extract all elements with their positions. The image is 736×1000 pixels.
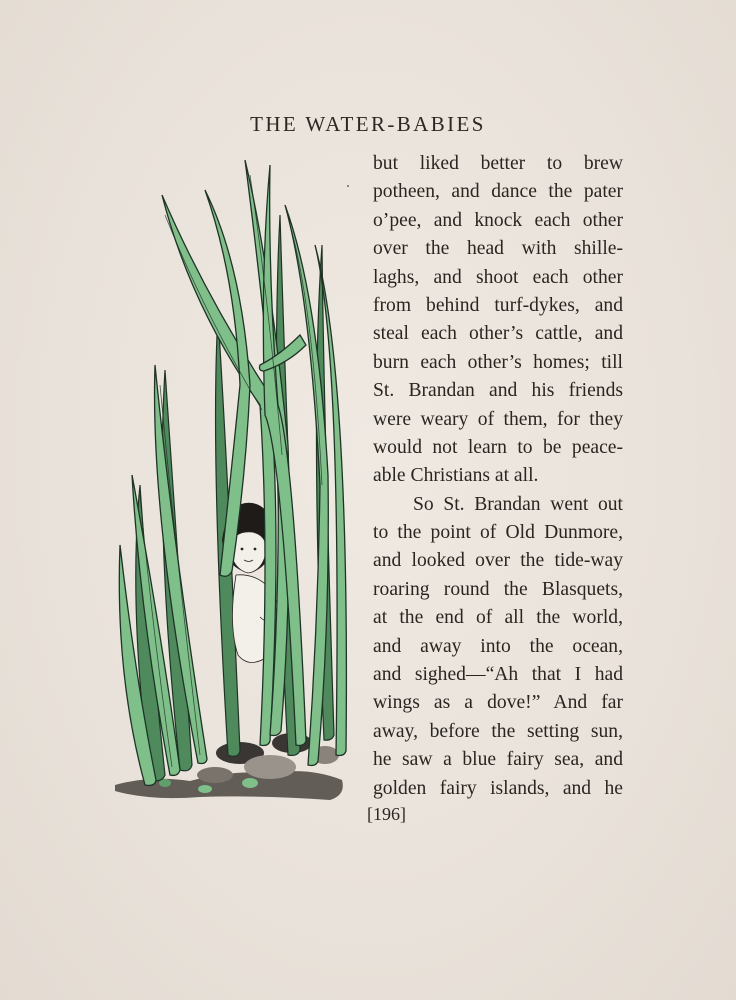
text-line: to the point of Old Dunmore, [373,522,623,544]
running-head: THE WATER-BABIES [250,112,486,136]
text-line: from behind turf-dykes, and [373,294,623,316]
text-line: potheen, and dance the pater [373,181,623,203]
text-line: at the end of all the world, [373,607,623,629]
reed-illustration [110,155,350,805]
text-line: So St. Brandan went out [413,493,623,515]
text-line: burn each other’s homes; till [373,351,623,373]
text-line: o’pee, and knock each other [373,209,623,231]
rock [244,755,296,779]
stray-ink-mark [347,185,349,187]
text-line: he saw a blue fairy sea, and [373,749,623,771]
text-line: steal each other’s cattle, and [373,323,623,345]
rock [197,767,233,783]
text-line: laghs, and shoot each other [373,266,623,288]
body-text [373,150,623,803]
page-number: [196] [367,804,406,824]
text-line: and looked over the tide-way [373,550,623,572]
text-line: and sighed—“Ah that I had [373,664,623,686]
text-line: wings as a dove!” And far [373,692,623,714]
text-line: and away into the ocean, [373,635,623,657]
text-line: over the head with shille- [373,238,623,260]
text-line: golden fairy islands, and he [373,777,623,799]
text-line: away, before the setting sun, [373,720,623,742]
text-line: would not learn to be peace- [373,436,623,458]
pebble [198,785,212,793]
text-line: St. Brandan and his friends [373,380,623,402]
text-line: were weary of them, for they [373,408,623,430]
text-line: able Christians at all. [373,465,539,487]
text-line: but liked better to brew [373,153,623,174]
text-line: roaring round the Blasquets, [373,578,623,600]
pebble [242,778,258,788]
